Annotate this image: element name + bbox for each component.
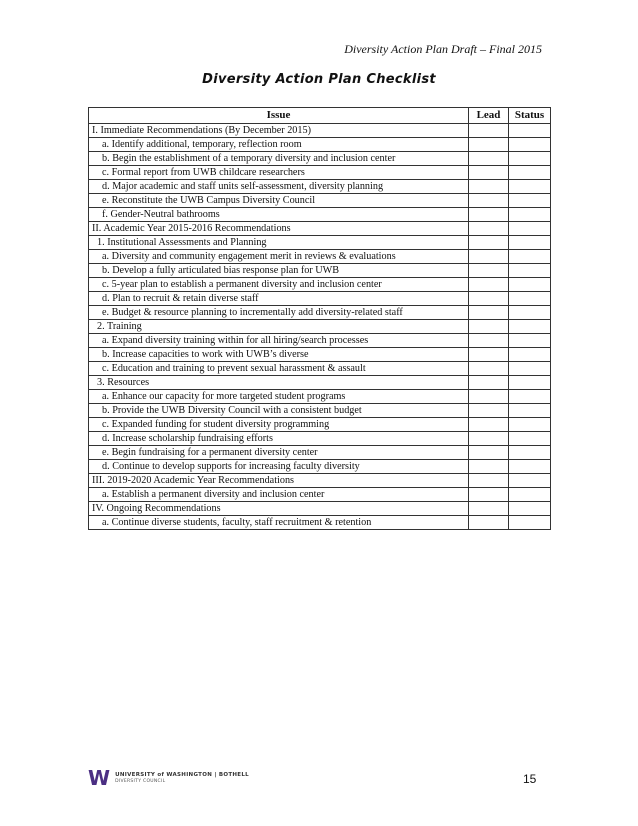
issue-cell: b. Develop a fully articulated bias response plan for UWB <box>89 264 469 278</box>
lead-cell[interactable] <box>469 250 509 264</box>
checklist-item-row <box>89 208 551 222</box>
section-row <box>89 124 551 138</box>
lead-cell[interactable] <box>469 418 509 432</box>
checklist-item-row <box>89 516 551 530</box>
column-header-issue: Issue <box>89 108 469 124</box>
lead-cell[interactable] <box>469 376 509 390</box>
lead-cell[interactable] <box>469 278 509 292</box>
checklist-item-row <box>89 264 551 278</box>
checklist-body <box>89 124 551 530</box>
status-cell[interactable] <box>509 390 551 404</box>
subsection-row <box>89 236 551 250</box>
status-cell[interactable] <box>509 264 551 278</box>
issue-cell: d. Continue to develop supports for increasing faculty diversity <box>89 460 469 474</box>
issue-cell: a. Enhance our capacity for more targeted student programs <box>89 390 469 404</box>
lead-cell[interactable] <box>469 334 509 348</box>
status-cell[interactable] <box>509 432 551 446</box>
issue-cell: I. Immediate Recommendations (By December 2015) <box>89 124 469 138</box>
status-cell[interactable] <box>509 222 551 236</box>
issue-cell: b. Begin the establishment of a temporary diversity and inclusion center <box>89 152 469 166</box>
checklist-item-row <box>89 278 551 292</box>
section-row <box>89 474 551 488</box>
issue-cell: b. Provide the UWB Diversity Council with a consistent budget <box>89 404 469 418</box>
issue-cell: e. Begin fundraising for a permanent diversity center <box>89 446 469 460</box>
lead-cell[interactable] <box>469 124 509 138</box>
checklist-item-row <box>89 194 551 208</box>
page-number: 15 <box>523 772 537 786</box>
status-cell[interactable] <box>509 320 551 334</box>
status-cell[interactable] <box>509 236 551 250</box>
checklist-item-row <box>89 292 551 306</box>
checklist-item-row <box>89 348 551 362</box>
checklist-table <box>88 107 551 530</box>
issue-cell: IV. Ongoing Recommendations <box>89 502 469 516</box>
subsection-row <box>89 376 551 390</box>
issue-cell: 3. Resources <box>89 376 469 390</box>
lead-cell[interactable] <box>469 180 509 194</box>
checklist-item-row <box>89 138 551 152</box>
lead-cell[interactable] <box>469 222 509 236</box>
checklist-item-row <box>89 152 551 166</box>
lead-cell[interactable] <box>469 348 509 362</box>
checklist-item-row <box>89 250 551 264</box>
status-cell[interactable] <box>509 334 551 348</box>
status-cell[interactable] <box>509 418 551 432</box>
issue-cell: d. Plan to recruit & retain diverse staff <box>89 292 469 306</box>
status-cell[interactable] <box>509 250 551 264</box>
checklist-item-row <box>89 446 551 460</box>
issue-cell: II. Academic Year 2015-2016 Recommendations <box>89 222 469 236</box>
issue-cell: a. Establish a permanent diversity and inclusion center <box>89 488 469 502</box>
issue-cell: III. 2019-2020 Academic Year Recommendations <box>89 474 469 488</box>
lead-cell[interactable] <box>469 390 509 404</box>
logo-text: UNIVERSITY of WASHINGTON | BOTHELL <box>115 772 249 778</box>
status-cell[interactable] <box>509 306 551 320</box>
status-cell[interactable] <box>509 376 551 390</box>
issue-cell: c. Formal report from UWB childcare researchers <box>89 166 469 180</box>
lead-cell[interactable] <box>469 404 509 418</box>
issue-cell: f. Gender-Neutral bathrooms <box>89 208 469 222</box>
status-cell[interactable] <box>509 362 551 376</box>
checklist-item-row <box>89 404 551 418</box>
issue-cell: a. Expand diversity training within for all hiring/search processes <box>89 334 469 348</box>
issue-cell: e. Reconstitute the UWB Campus Diversity Council <box>89 194 469 208</box>
status-cell[interactable] <box>509 292 551 306</box>
checklist-item-row <box>89 460 551 474</box>
status-cell[interactable] <box>509 474 551 488</box>
lead-cell[interactable] <box>469 488 509 502</box>
lead-cell[interactable] <box>469 446 509 460</box>
status-cell[interactable] <box>509 194 551 208</box>
status-cell[interactable] <box>509 278 551 292</box>
lead-cell[interactable] <box>469 306 509 320</box>
status-cell[interactable] <box>509 180 551 194</box>
lead-cell[interactable] <box>469 460 509 474</box>
lead-cell[interactable] <box>469 292 509 306</box>
checklist-item-row <box>89 334 551 348</box>
checklist-item-row <box>89 390 551 404</box>
subsection-row <box>89 320 551 334</box>
checklist-item-row <box>89 166 551 180</box>
lead-cell[interactable] <box>469 432 509 446</box>
issue-cell: d. Increase scholarship fundraising efforts <box>89 432 469 446</box>
status-cell[interactable] <box>509 446 551 460</box>
lead-cell[interactable] <box>469 264 509 278</box>
status-cell[interactable] <box>509 124 551 138</box>
checklist-item-row <box>89 180 551 194</box>
logo-subtext: DIVERSITY COUNCIL <box>115 779 166 784</box>
issue-cell: 1. Institutional Assessments and Planning <box>89 236 469 250</box>
issue-cell: b. Increase capacities to work with UWB’s diverse <box>89 348 469 362</box>
status-cell[interactable] <box>509 152 551 166</box>
checklist-item-row <box>89 362 551 376</box>
issue-cell: a. Identify additional, temporary, reflection room <box>89 138 469 152</box>
table-header-row <box>89 108 551 124</box>
column-header-status: Status <box>509 108 551 124</box>
status-cell[interactable] <box>509 502 551 516</box>
column-header-lead: Lead <box>469 108 509 124</box>
status-cell[interactable] <box>509 348 551 362</box>
checklist-item-row <box>89 488 551 502</box>
lead-cell[interactable] <box>469 208 509 222</box>
issue-cell: d. Major academic and staff units self-assessment, diversity planning <box>89 180 469 194</box>
uw-w-icon: W <box>88 766 111 790</box>
checklist-item-row <box>89 418 551 432</box>
status-cell[interactable] <box>509 166 551 180</box>
status-cell[interactable] <box>509 460 551 474</box>
section-row <box>89 222 551 236</box>
status-cell[interactable] <box>509 208 551 222</box>
lead-cell[interactable] <box>469 502 509 516</box>
lead-cell[interactable] <box>469 474 509 488</box>
lead-cell[interactable] <box>469 166 509 180</box>
status-cell[interactable] <box>509 138 551 152</box>
section-row <box>89 502 551 516</box>
lead-cell[interactable] <box>469 236 509 250</box>
university-logo <box>88 766 249 790</box>
running-header: Diversity Action Plan Draft – Final 2015 <box>344 42 542 56</box>
issue-cell: e. Budget & resource planning to incrementally add diversity-related staff <box>89 306 469 320</box>
status-cell[interactable] <box>509 488 551 502</box>
issue-cell: c. Education and training to prevent sexual harassment & assault <box>89 362 469 376</box>
lead-cell[interactable] <box>469 320 509 334</box>
issue-cell: 2. Training <box>89 320 469 334</box>
status-cell[interactable] <box>509 404 551 418</box>
checklist-item-row <box>89 432 551 446</box>
checklist-item-row <box>89 306 551 320</box>
lead-cell[interactable] <box>469 152 509 166</box>
status-cell[interactable] <box>509 516 551 530</box>
issue-cell: c. 5-year plan to establish a permanent diversity and inclusion center <box>89 278 469 292</box>
issue-cell: a. Diversity and community engagement merit in reviews & evaluations <box>89 250 469 264</box>
issue-cell: a. Continue diverse students, faculty, staff recruitment & retention <box>89 516 469 530</box>
lead-cell[interactable] <box>469 194 509 208</box>
lead-cell[interactable] <box>469 516 509 530</box>
page-title: Diversity Action Plan Checklist <box>202 72 436 87</box>
issue-cell: c. Expanded funding for student diversity programming <box>89 418 469 432</box>
lead-cell[interactable] <box>469 362 509 376</box>
lead-cell[interactable] <box>469 138 509 152</box>
